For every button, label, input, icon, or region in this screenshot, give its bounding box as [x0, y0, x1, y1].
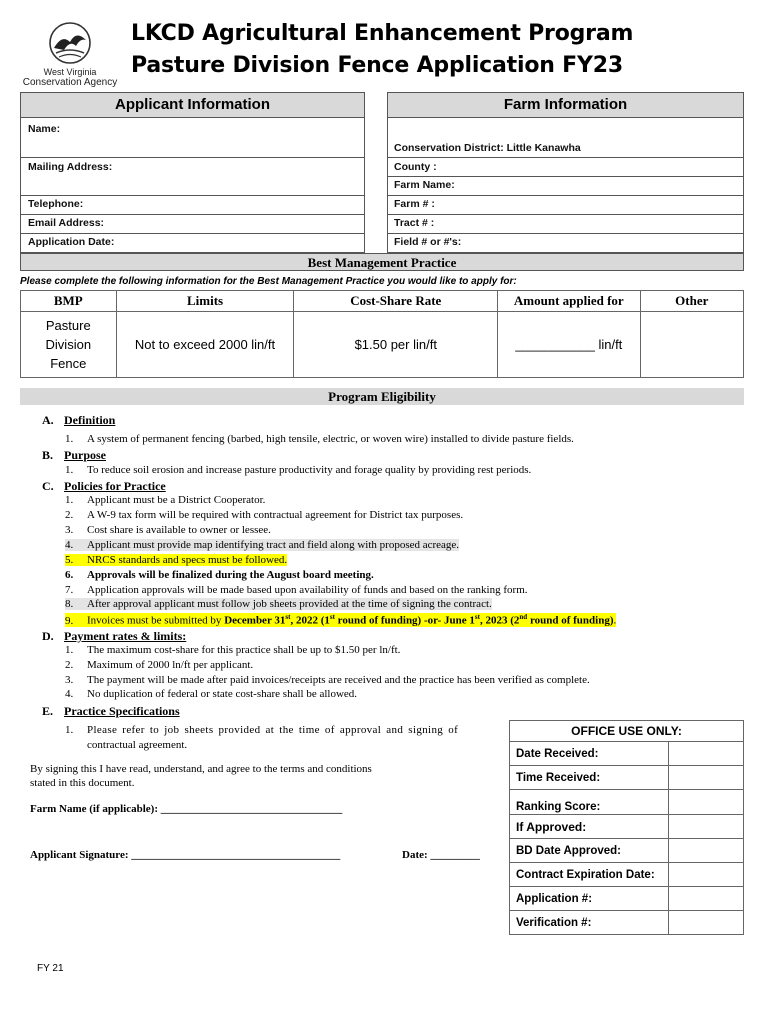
divider [20, 214, 365, 215]
divider [387, 157, 744, 158]
tract-number-label: Tract # : [394, 217, 435, 229]
item-text: Applicant must provide map identifying tract and field along with proposed acreage. [87, 539, 460, 551]
applicant-info-header: Applicant Information [20, 92, 365, 118]
divider [20, 195, 365, 196]
list-item: 7. Application approvals will be made based upon availability of funds and based on the ranking form. [65, 584, 528, 596]
list-item: 9. Invoices must be submitted by December 31st, 2022 (1st round of funding) -or- June 1st, 2023 (2nd round of funding). [65, 613, 617, 627]
limits-column-header: Limits [116, 291, 294, 312]
item-text-bold: , 2023 (2 [479, 614, 520, 627]
bmp-name-line: Division [45, 337, 92, 352]
office-row-label: BD Date Approved: [510, 839, 669, 863]
list-item-continued: contractual agreement. [87, 739, 188, 751]
divider [387, 214, 744, 215]
application-date-label: Application Date: [28, 236, 115, 248]
bmp-name-line: Fence [50, 356, 87, 371]
section-letter: A. [42, 413, 54, 427]
section-letter: E. [42, 704, 54, 718]
item-text: Applicant must be a District Cooperator. [87, 494, 266, 506]
mailing-address-label: Mailing Address: [28, 161, 113, 173]
section-title: Payment rates & limits: [64, 629, 187, 643]
logo-text-line2: Conservation Agency [22, 77, 118, 88]
list-item: 1. Please refer to job sheets provided at the time of approval and signing of [65, 724, 459, 736]
amount-applied-field[interactable]: ___________ lin/ft [498, 312, 640, 378]
item-text: The payment will be made after paid invoices/receipts are received and the practice has been verified as complete. [87, 674, 590, 686]
limits-cell: Not to exceed 2000 lin/ft [116, 312, 294, 378]
signing-statement-line2: stated in this document. [30, 777, 135, 789]
bmp-column-header: BMP [21, 291, 117, 312]
title-line-2: Pasture Division Fence Application FY23 [131, 53, 623, 78]
section-b-heading [42, 448, 106, 463]
office-row-label: Verification #: [510, 911, 669, 935]
office-row-value[interactable] [669, 863, 744, 887]
item-text-bold: , 2022 (1 [290, 614, 330, 627]
signing-statement-line1: By signing this I have read, understand, and agree to the terms and conditions [30, 763, 372, 775]
bmp-name-line: Pasture [45, 318, 91, 333]
list-item: 1. Applicant must be a District Cooperator. [65, 494, 266, 506]
item-text: To reduce soil erosion and increase pasture productivity and forage quality by providing rest periods. [87, 464, 532, 476]
bmp-table [20, 290, 744, 378]
office-row-value[interactable] [669, 911, 744, 935]
list-item: 5. NRCS standards and specs must be followed. [65, 554, 288, 566]
name-field-label: Name: [28, 123, 61, 135]
farm-info-header: Farm Information [387, 92, 744, 118]
footer-code: FY 21 [37, 963, 64, 974]
item-text: Maximum of 2000 ln/ft per applicant. [87, 659, 254, 671]
section-c-heading [42, 479, 166, 494]
item-text: The maximum cost-share for this practice shall be up to $1.50 per ln/ft. [87, 644, 401, 656]
item-text: Application approvals will be made based upon availability of funds and based on the ranking form. [87, 584, 528, 596]
superscript: st [329, 613, 335, 621]
list-item: 4. No duplication of federal or state cost-share shall be allowed. [65, 688, 358, 700]
list-item: 4. Applicant must provide map identifying tract and field along with proposed acreage. [65, 539, 460, 551]
divider [387, 176, 744, 177]
list-item: 8. After approval applicant must follow job sheets provided at the time of signing the contract. [65, 598, 492, 610]
title-line-1: LKCD Agricultural Enhancement Program [131, 21, 634, 46]
bmp-name-cell [21, 312, 117, 378]
list-item: 1. The maximum cost-share for this practice shall be up to $1.50 per ln/ft. [65, 644, 401, 656]
farm-number-label: Farm # : [394, 198, 435, 210]
office-use-header: OFFICE USE ONLY: [510, 721, 744, 742]
item-text-bold: round of funding) [527, 614, 614, 627]
item-text: A system of permanent fencing (barbed, high tensile, electric, or woven wire) installed to divide pasture fields. [87, 433, 574, 445]
item-text-bold: December 31 [224, 614, 286, 627]
office-row-value[interactable] [669, 839, 744, 863]
list-item: 1. A system of permanent fencing (barbed, high tensile, electric, or woven wire) installed to divide pasture fields. [65, 433, 574, 445]
section-e-heading [42, 704, 180, 719]
other-column-header: Other [640, 291, 743, 312]
office-row-value[interactable] [669, 887, 744, 911]
applicant-signature-field[interactable]: Applicant Signature: ______________________________________ [30, 849, 341, 861]
divider [387, 233, 744, 234]
list-item: 2. Maximum of 2000 ln/ft per applicant. [65, 659, 254, 671]
item-text-bold: round of funding) -or- June 1 [334, 614, 475, 627]
list-item: 3. The payment will be made after paid invoices/receipts are received and the practice has been verified as complete. [65, 674, 590, 686]
office-row-value[interactable] [669, 766, 744, 790]
section-letter: D. [42, 629, 54, 643]
email-label: Email Address: [28, 217, 105, 229]
office-row-label: Date Received: [510, 742, 669, 766]
item-text: Invoices must be submitted by [87, 614, 225, 627]
office-row-label: Application #: [510, 887, 669, 911]
section-title: Purpose [64, 448, 106, 462]
rate-cell: $1.50 per lin/ft [294, 312, 498, 378]
list-item: 3. Cost share is available to owner or lessee. [65, 524, 271, 536]
divider [387, 195, 744, 196]
divider [20, 157, 365, 158]
section-letter: B. [42, 448, 54, 462]
telephone-label: Telephone: [28, 198, 84, 210]
amount-column-header: Amount applied for [498, 291, 640, 312]
item-text: NRCS standards and specs must be followed. [87, 554, 288, 566]
office-row-value[interactable] [669, 742, 744, 766]
conservation-district-label: Conservation District: Little Kanawha [394, 142, 581, 154]
agency-logo [20, 20, 120, 92]
eligibility-header: Program Eligibility [20, 388, 744, 405]
section-title: Definition [64, 413, 116, 427]
office-row-label: Time Received: [510, 766, 669, 790]
superscript: nd [519, 613, 528, 621]
section-title: Practice Specifications [64, 704, 180, 718]
office-use-table [509, 720, 744, 935]
signature-date-field[interactable]: Date: _________ [402, 849, 480, 861]
field-number-label: Field # or #'s: [394, 236, 462, 248]
office-row-value[interactable] [669, 815, 744, 839]
other-field[interactable] [640, 312, 743, 378]
item-text: Please refer to job sheets provided at the time of approval and signing of [87, 724, 459, 736]
list-item: 6. Approvals will be finalized during the August board meeting. [65, 569, 374, 581]
section-title: Policies for Practice [64, 479, 166, 493]
item-text: Cost share is available to owner or lessee. [87, 524, 271, 536]
section-letter: C. [42, 479, 54, 493]
bmp-section-header: Best Management Practice [20, 253, 744, 271]
logo-text-line1: West Virginia [43, 67, 97, 77]
farm-name-label: Farm Name: [394, 179, 455, 191]
item-text: A W-9 tax form will be required with contractual agreement for District tax purposes. [87, 509, 464, 521]
county-label: County : [394, 161, 437, 173]
office-row-value[interactable] [669, 790, 744, 815]
office-row-label: If Approved: [510, 815, 669, 839]
list-item: 1. To reduce soil erosion and increase pasture productivity and forage quality by providing rest periods. [65, 464, 532, 476]
divider [20, 233, 365, 234]
item-text: After approval applicant must follow job sheets provided at the time of signing the contract. [87, 598, 492, 610]
farm-name-signature-field[interactable]: Farm Name (if applicable): _________________________________ [30, 803, 343, 815]
office-row-label: Ranking Score: [510, 790, 669, 815]
superscript: st [474, 613, 480, 621]
section-a-heading [42, 413, 115, 428]
rate-column-header: Cost-Share Rate [294, 291, 498, 312]
list-item: 2. A W-9 tax form will be required with contractual agreement for District tax purposes. [65, 509, 464, 521]
item-text: Approvals will be finalized during the August board meeting. [87, 569, 374, 581]
office-row-label: Contract Expiration Date: [510, 863, 669, 887]
superscript: st [285, 613, 291, 621]
item-text: No duplication of federal or state cost-share shall be allowed. [87, 688, 358, 700]
item-text: . [613, 614, 617, 627]
bmp-instruction: Please complete the following information for the Best Management Practice you would like to apply for: [20, 276, 517, 287]
section-d-heading [42, 629, 186, 644]
